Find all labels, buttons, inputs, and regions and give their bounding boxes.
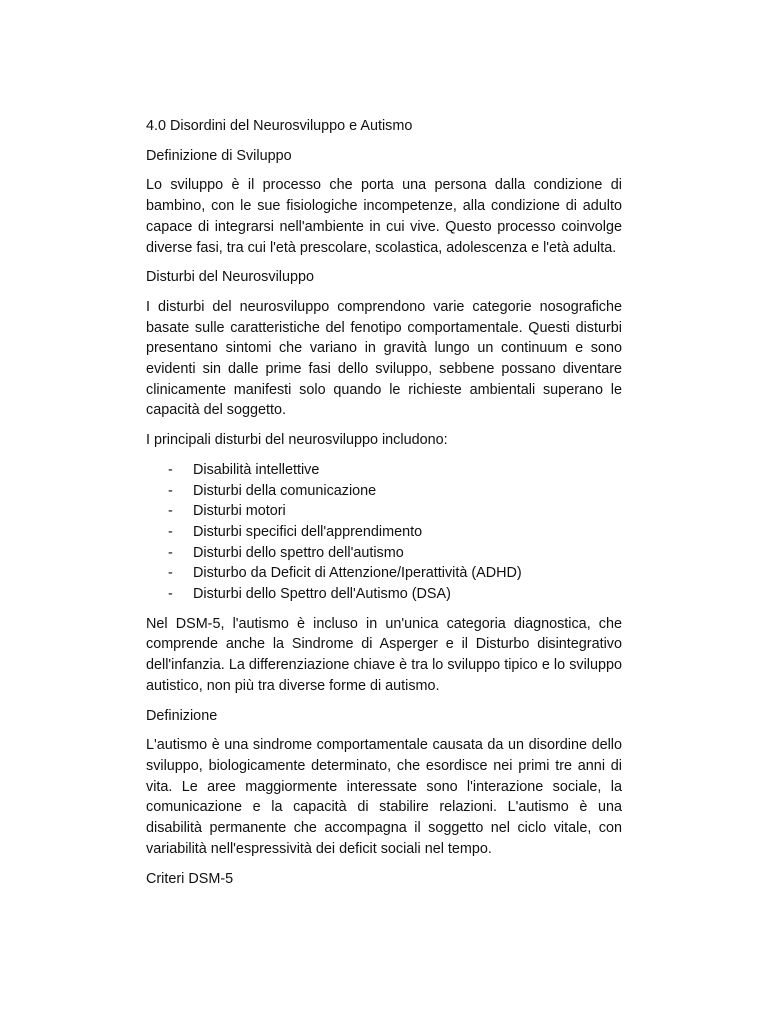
list-item — [146, 522, 622, 543]
paragraph-definizione: L'autismo è una sindrome comportamentale causata da un disordine dello sviluppo, biologicamente determinato, che esordisce nei primi tre anni di vita. Le aree maggiormente interessate sono l'interazione sociale, la comunicazione e la capacità di stabilire relazioni. L'autismo è una disabilità permanente che accompagna il soggetto nel ciclo vitale, con variabilità nell'espressività dei deficit sociali nel tempo. — [146, 737, 622, 857]
list-dash: - — [168, 503, 173, 520]
section-heading-definizione-sviluppo: Definizione di Sviluppo — [146, 147, 292, 164]
list-item — [146, 584, 622, 605]
disorders-list — [146, 460, 622, 605]
list-dash: - — [168, 523, 173, 540]
list-item-text: Disturbo da Deficit di Attenzione/Iperattività (ADHD) — [193, 565, 522, 582]
document-page — [146, 116, 622, 898]
list-intro: I principali disturbi del neurosviluppo includono: — [146, 432, 448, 449]
document-title: 4.0 Disordini del Neurosviluppo e Autismo — [146, 118, 413, 134]
list-item-text: Disturbi motori — [193, 503, 286, 520]
list-item — [146, 501, 622, 522]
list-item — [146, 543, 622, 564]
section-heading-criteri: Criteri DSM-5 — [146, 870, 234, 887]
list-dash: - — [168, 565, 173, 582]
list-dash: - — [168, 461, 173, 478]
list-item-text: Disabilità intellettive — [193, 461, 320, 478]
list-dash: - — [168, 482, 173, 499]
list-item-text: Disturbi dello Spettro dell'Autismo (DSA) — [193, 586, 451, 603]
paragraph-disturbi-neurosviluppo: I disturbi del neurosviluppo comprendono varie categorie nosografiche basate sulle caratteristiche del fenotipo comportamentale. Questi disturbi presentano sintomi che variano in gravità lungo un continuum e sono evidenti sin dalle prime fasi dello sviluppo, sebbene possano diventare clinicamente manifesti solo quando le richieste ambientali superano le capacità del soggetto. — [146, 298, 622, 419]
paragraph-dsm5: Nel DSM-5, l'autismo è incluso in un'unica categoria diagnostica, che comprende anche la Sindrome di Asperger e il Disturbo disintegrativo dell'infanzia. La differenziazione chiave è tra lo sviluppo tipico e lo sviluppo autistico, non più tra diverse forme di autismo. — [146, 615, 622, 694]
list-item — [146, 460, 622, 481]
list-item — [146, 563, 622, 584]
section-heading-disturbi-neurosviluppo: Disturbi del Neurosviluppo — [146, 269, 314, 286]
list-dash: - — [168, 586, 173, 603]
paragraph-definizione-sviluppo: Lo sviluppo è il processo che porta una persona dalla condizione di bambino, con le sue fisiologiche incompetenze, alla condizione di adulto capace di integrarsi nell'ambiente in cui vive. Questo processo coinvolge diverse fasi, tra cui l'età prescolare, scolastica, adolescenza e l'età adulta. — [146, 177, 622, 256]
list-item-text: Disturbi della comunicazione — [193, 482, 377, 499]
list-dash: - — [168, 544, 173, 561]
list-item-text: Disturbi dello spettro dell'autismo — [193, 544, 404, 561]
list-item-text: Disturbi specifici dell'apprendimento — [193, 523, 423, 540]
list-item — [146, 481, 622, 502]
section-heading-definizione: Definizione — [146, 707, 218, 724]
